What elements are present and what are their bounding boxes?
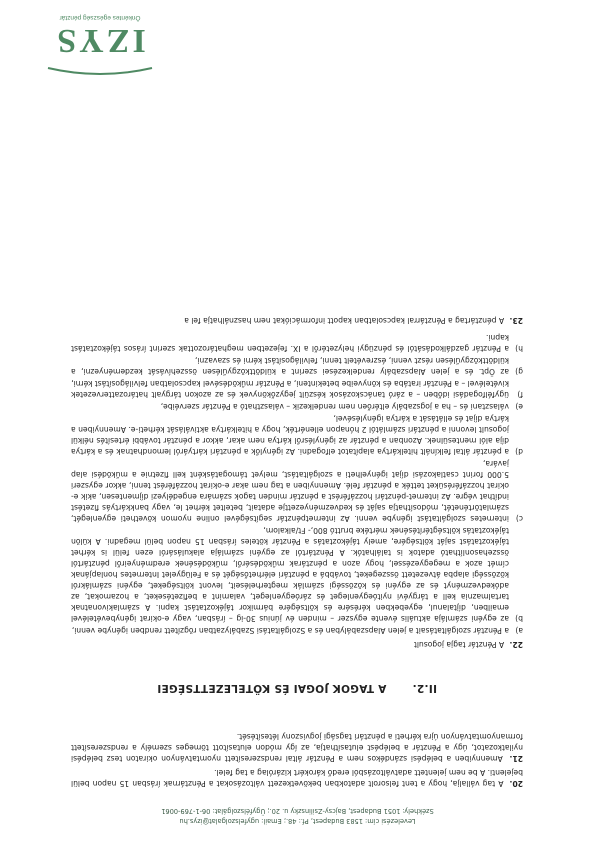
paragraph-21 bbox=[71, 731, 523, 764]
item-text: a pénztár által felkínált hitelkártya alapítatot elfogadni. Az igénylők a pénztári kártyáról lemondhatnak és a kártya díja alól mentesülnek. Azonban a pénztár az igénylésről kártya nem akar, akkor a pénztár további értesítés nélkül jogosult levonni a pénztári számlától 2 hónapon ellenérték, hogy a hitelkártya aktiválását kérheti-e. Amennyiben a kártya díjat és ellátását a kártya igénylésével, bbox=[71, 414, 509, 456]
paragraph-intro: A Pénztár tagja jogosult bbox=[413, 640, 505, 649]
list-item bbox=[71, 378, 523, 400]
mailing-address-line: Levelezési cím: 1583 Budapest, Pf.: 48.; Email: ugyfelszolgalat@izys.hu bbox=[179, 817, 416, 825]
section-number: II.2. bbox=[412, 682, 437, 694]
office-address-line: Székhely: 1051 Budapest, Bajcsy-Zsilinszky u. 20.; Ügyfélszolgálat: 06-1-769-0061 bbox=[161, 807, 434, 815]
list-item bbox=[71, 413, 523, 457]
paragraph-23 bbox=[71, 315, 523, 326]
item-text: az egyéni számlája aktuális évente egyszer – minden év június 30-ig – írásban, vagy e-okirat igénybevételével emailben, díjtalanul, egyebekben kérésére és költségére bármikor tájékoztatást kapni. A számlakivonatnak tartalmaznia kell a tárgyévi nyitóegyenleget és záróegyenleget, valamint a befizetéseket, a hozamokat, az adókedvezményt és az egyéni és közösségi számlák megterheléseit, levont költségeket, egyéni számlákról közösségi alapba átvezetett összegeket, továbbá a pénztári elérhetőségét és a Felügyelet Internetes honlapjának címét azok a megegyezéssel, hogy azon a pénztárak működéséről, működésének eredményeiről pénztártól összehasonlítható adatok is találhatók. A Pénztártól az egyéni számlája alakulásáról ezen felül is kérhet tájékoztatást saját költségére, amely tájékoztatás a Pénztár köteles írásban 15 napon belül megadni. A külön tájékoztatás költségtérítésének mértéke bruttó 800,- Ft/alkalom, bbox=[71, 526, 509, 623]
paragraph-text: A tag vállalja, hogy a tent felsorolt adatokban bekövetkezett változásokat a Pénztárnak írásban 15 napon belül bejelenti. A be nem jelentett adatváltozásból eredő károkért kizárólag a tag felel. bbox=[71, 768, 523, 788]
item-label: e) bbox=[515, 402, 523, 411]
item-label: d) bbox=[515, 447, 523, 456]
paragraph-22 bbox=[71, 639, 523, 650]
item-label: a) bbox=[515, 626, 523, 635]
item-label: g) bbox=[515, 367, 523, 376]
footer-contact-info bbox=[50, 806, 545, 826]
izys-logo-graphic bbox=[40, 6, 160, 76]
item-label: h) bbox=[515, 344, 523, 353]
logo-tagline: Önkéntes egészség pénztár bbox=[59, 14, 141, 21]
section-title: A TAGOK JOGAI ÉS KÖTELEZETTSÉGEI bbox=[157, 682, 387, 694]
paragraph-number: 20. bbox=[509, 779, 523, 788]
item-label: b) bbox=[515, 614, 523, 623]
document-body bbox=[71, 312, 523, 789]
item-text: internetes szolgáltatást igénybe venni. Az internetpénztár segítségével online nyomon követheti egyenlegét, számlatörténetét, módosíthatja saját és kedvezményezettje adatait, beteltet kérhet le, vagy bankkártyás fizetést indíthat végre. Az internet-pénztári hozzáférést a pénztár minden tagok számára engedélyezi díjmentesen, akik e-okirat hozzáférésüket tették a pénztár felé. Amennyiben a tag nem akar e-okirat hozzáférést tenni, akkor egyszeri 5.000 forint csatlakozási díjat igényelheti a szolgáltatást, melyet támogatásként kell fizetnie a működési alap javára, bbox=[71, 459, 509, 523]
item-text: ügyfélfogadási időben – a záró tanácskozások készült jegyzőkönyvek és az azokon tárgyalt határozattervezetek kivételével – a Pénztár iratába és könyveibe betekinteni, a Pénztár működésével kapcsolatban felvilágosítást kérni, bbox=[71, 379, 509, 399]
list-item bbox=[71, 355, 523, 377]
paragraph-20 bbox=[71, 767, 523, 789]
logo-arc bbox=[48, 68, 152, 74]
item-label: f) bbox=[517, 390, 523, 399]
paragraph-number: 22. bbox=[509, 640, 523, 649]
list-item bbox=[71, 332, 523, 354]
section-heading bbox=[71, 682, 523, 693]
logo-wordmark: IZYS bbox=[54, 22, 146, 59]
izys-logo bbox=[40, 6, 160, 76]
item-text: az Öpt. és a jelen Alapszabály rendelkezései szerint a küldöttközgyűlésen összehívását kezdeményezni, a küldöttközgyűlésen részt venni, észrevételt tenni, felvilágosítást kérni és szavazni, bbox=[71, 356, 509, 376]
item-text: a Pénztár szolgáltatásait a jelen Alapszabályban és a Szolgáltatási Szabályzatban rögzített rendben igénybe venni, bbox=[71, 626, 509, 635]
item-text: választani és – ha a jogszabály eltérően nem rendelkezik – választható a Pénztár szervéibe, bbox=[160, 402, 509, 411]
list-item bbox=[71, 625, 523, 636]
item-label: c) bbox=[515, 514, 523, 523]
item-text: a Pénztár gazdálkodásától és pénzügyi helyzetéről a IX. fejezetben meghatározottak szerint írásos tájékoztatást kapni. bbox=[71, 333, 509, 353]
paragraph-number: 23. bbox=[509, 316, 523, 325]
list-item bbox=[71, 458, 523, 524]
paragraph-text: A pénztártag a Pénztárral kapcsolatban kapott információkat nem használhatja fel a bbox=[184, 316, 505, 325]
paragraph-number: 21. bbox=[509, 754, 523, 763]
list-item bbox=[71, 401, 523, 412]
paragraph-text: Amennyiben a belépési szándékos nem a Pénztár által rendszeresített nyomtatványon okiraton tesz belépési nyilatkozatot, úgy a Pénztár a belépést elutasíthatja, az így módon elutasított tömeges személy a rendszeresített formanyomtatványon újra kérheti a pénztári tagsági jogviszony létesítését. bbox=[71, 732, 523, 763]
list-item bbox=[71, 525, 523, 624]
